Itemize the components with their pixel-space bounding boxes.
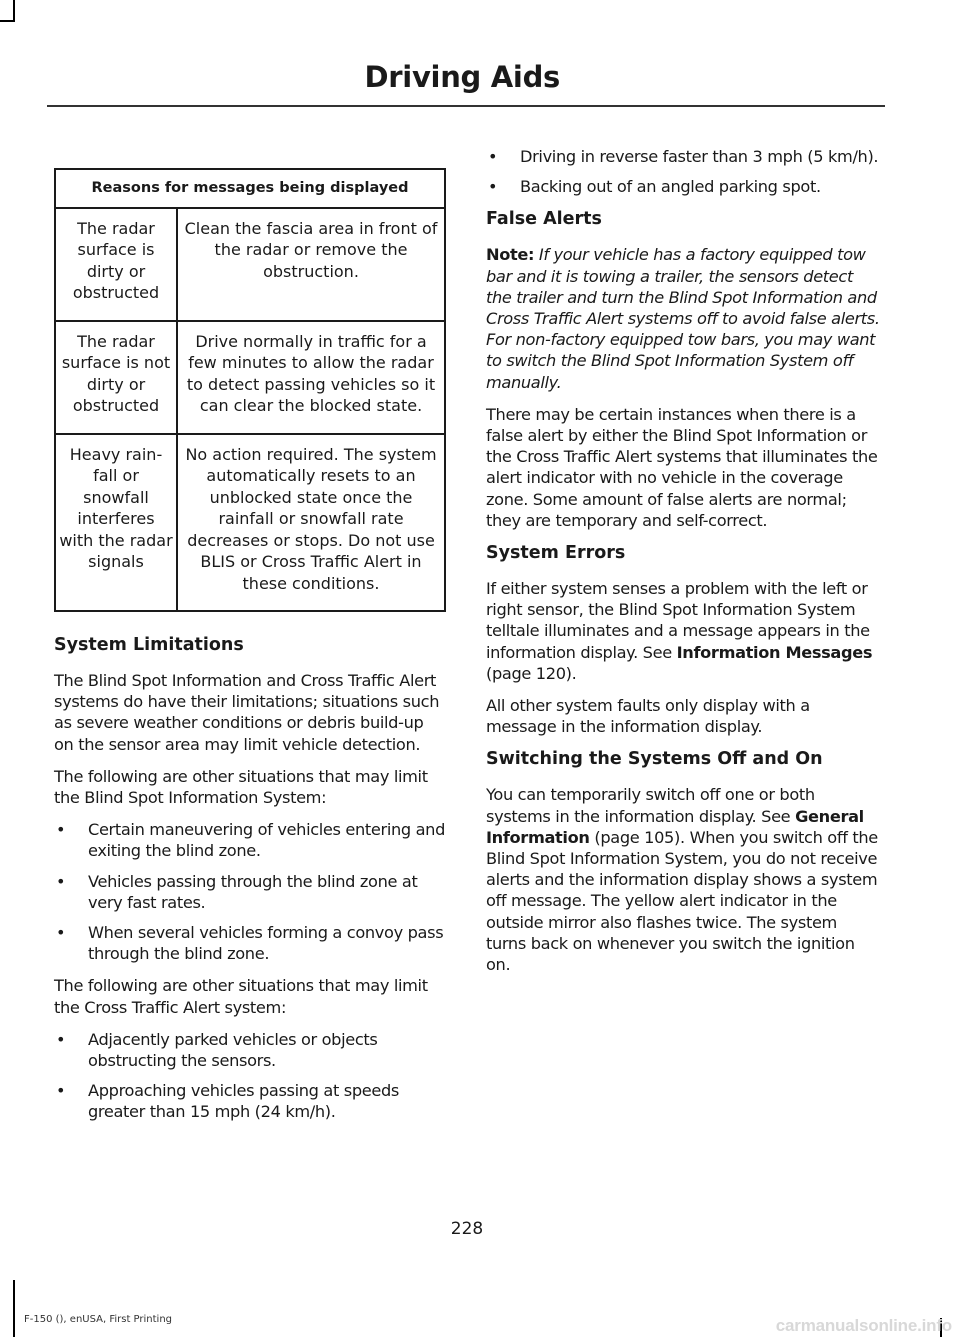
list-item-text: Certain maneuvering of vehicles entering and exiting the blind zone. bbox=[88, 820, 446, 861]
bullet: • bbox=[56, 871, 66, 891]
bullet: • bbox=[56, 1081, 66, 1101]
system-errors-paragraph bbox=[486, 578, 880, 684]
list-item bbox=[54, 922, 447, 964]
list-item bbox=[486, 146, 880, 167]
list-item bbox=[54, 871, 447, 913]
crop-mark-top-left-vertical bbox=[13, 0, 15, 22]
table-cell-action: Drive normally in traffic for a few minutes to allow the radar to detect passing vehicles so it can clear the blocked state. bbox=[177, 321, 445, 434]
note-text: If your vehicle has a factory equipped tow bar and it is towing a trailer, the sensors detect the trailer and turn the Blind Spot Information and Cross Traffic Alert systems off to avoid false alerts. For non-factory equipped tow bars, you may want to switch the Blind Spot Information System off manually. bbox=[486, 245, 880, 392]
switching-text-after: (page 105). When you switch off the Blind Spot Information System, you do not receive alerts and the information display shows a system off message. The yellow alert indicator in the outside mirror also flashes twice. The system turns back on whenever you switch the ignition on. bbox=[486, 827, 878, 975]
table-row bbox=[55, 434, 445, 612]
list-item-text: Approaching vehicles passing at speeds greater than 15 mph (24 km/h). bbox=[88, 1081, 400, 1122]
section-heading-system-limitations: System Limitations bbox=[54, 635, 244, 655]
page-header-title: Driving Aids bbox=[364, 60, 560, 94]
bullet: • bbox=[56, 1029, 66, 1049]
header-rule bbox=[47, 105, 885, 107]
table-header-row bbox=[55, 169, 445, 208]
bullet: • bbox=[56, 923, 66, 943]
section-heading-switching: Switching the Systems Off and On bbox=[486, 749, 823, 770]
table-heading: Reasons for messages being displayed bbox=[55, 169, 445, 208]
list-item bbox=[54, 1080, 447, 1122]
switching-text-before: You can temporarily switch off one or both systems in the information display. See bbox=[486, 785, 815, 826]
blis-limitations-list bbox=[54, 819, 447, 964]
bullet: • bbox=[488, 147, 498, 166]
list-item-text: When several vehicles forming a convoy pass through the blind zone. bbox=[88, 923, 444, 964]
list-item bbox=[54, 1029, 447, 1071]
switching-paragraph bbox=[486, 784, 880, 975]
table-cell-condition: The radar surface is not dirty or obstructed bbox=[55, 321, 177, 434]
cta-limitations-intro: The following are other situations that may limit the Cross Traffic Alert system: bbox=[54, 976, 428, 1017]
table-cell-action: No action required. The system automatically resets to an unblocked state once the rainfall or snowfall rate decreases or stops. Do not use BLIS or Cross Traffic Alert in these conditions. bbox=[177, 434, 445, 612]
table-row bbox=[55, 208, 445, 321]
left-column bbox=[54, 168, 447, 1134]
page-number: 228 bbox=[450, 1219, 484, 1239]
bullet: • bbox=[56, 820, 66, 840]
table-cell-condition: Heavy rain-fall or snowfall interferes with the radar signals bbox=[55, 434, 177, 612]
list-item bbox=[54, 819, 447, 861]
section-heading-false-alerts: False Alerts bbox=[486, 209, 602, 230]
false-alerts-paragraph: There may be certain instances when there is a false alert by either the Blind Spot Information or the Cross Traffic Alert systems that illuminates the alert indicator with no vehicle in the coverage zone. Some amount of false alerts are normal; they are temporary and self-correct. bbox=[486, 404, 878, 530]
page-reference: (page 120). bbox=[486, 663, 577, 683]
table-row bbox=[55, 321, 445, 434]
table-cell-action: Clean the fascia area in front of the radar or remove the obstruction. bbox=[177, 208, 445, 321]
information-messages-link[interactable]: Information Messages bbox=[676, 642, 873, 662]
system-limitations-intro: The Blind Spot Information and Cross Traffic Alert systems do have their limitations; situations such as severe weather conditions or debris build-up on the sensor area may limit vehicle detection. bbox=[54, 671, 440, 754]
system-errors-text: If either system senses a problem with the left or right sensor, the Blind Spot Information System telltale illuminates and a message appears in the information display. See bbox=[486, 579, 870, 662]
cta-limitations-list bbox=[54, 1029, 447, 1123]
list-item-text: Driving in reverse faster than 3 mph (5 km/h). bbox=[520, 147, 879, 166]
reasons-table bbox=[54, 168, 446, 612]
footer-text: F-150 (), enUSA, First Printing bbox=[24, 1314, 173, 1325]
cta-limitations-list-continued bbox=[486, 146, 880, 197]
crop-mark-bottom-left-vertical bbox=[13, 1280, 15, 1337]
list-item-text: Backing out of an angled parking spot. bbox=[520, 177, 821, 197]
system-faults-paragraph: All other system faults only display with a message in the information display. bbox=[486, 696, 810, 737]
table-cell-condition: The radar surface is dirty or obstructed bbox=[55, 208, 177, 321]
crop-mark-top-left-horizontal bbox=[0, 20, 15, 22]
general-information-link[interactable]: General Information bbox=[486, 806, 864, 847]
list-item-text: Vehicles passing through the blind zone at very fast rates. bbox=[88, 871, 418, 912]
list-item bbox=[486, 176, 880, 197]
list-item-text: Adjacently parked vehicles or objects obstructing the sensors. bbox=[88, 1029, 378, 1071]
false-alerts-note bbox=[486, 244, 880, 392]
right-column bbox=[486, 146, 880, 986]
bullet: • bbox=[488, 177, 498, 197]
watermark: carmanualsonline.info bbox=[775, 1316, 952, 1335]
blis-limitations-intro: The following are other situations that may limit the Blind Spot Information System: bbox=[54, 766, 428, 808]
note-label: Note: bbox=[486, 245, 535, 265]
section-heading-system-errors: System Errors bbox=[486, 543, 626, 564]
